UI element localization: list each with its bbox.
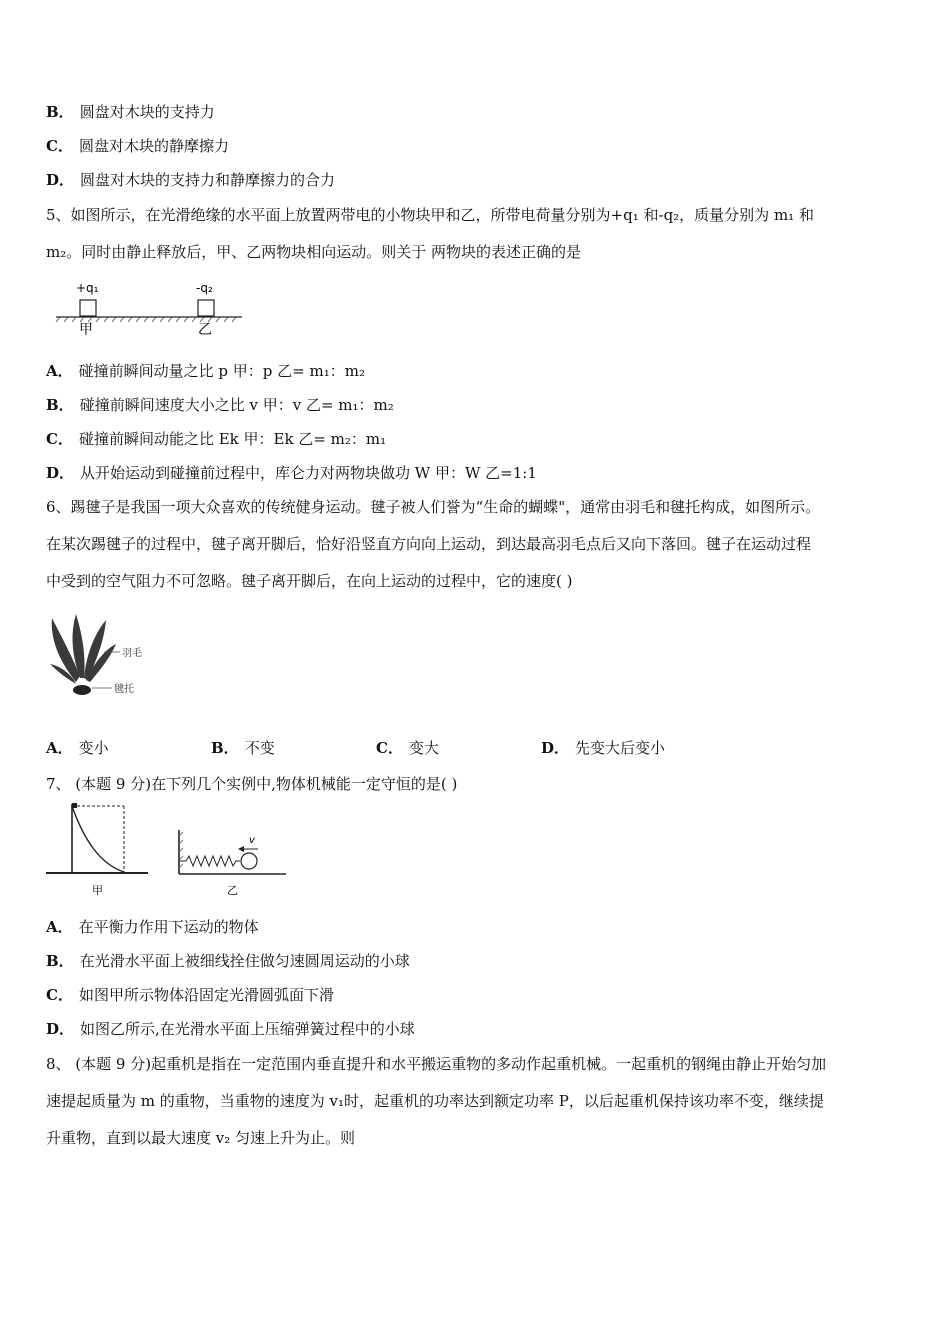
velocity-label: v (249, 835, 255, 846)
q7-figure (44, 800, 294, 900)
option-letter: B． (46, 396, 74, 414)
q6-choice-b (211, 738, 275, 758)
arrow-head-icon (238, 846, 244, 852)
q6-choice-d (541, 738, 665, 758)
option-letter: B． (46, 103, 74, 121)
q6-choice-a (46, 738, 109, 758)
option-letter: C． (46, 986, 73, 1004)
q5-option-a (46, 361, 365, 381)
option-letter: B． (46, 952, 74, 970)
q4-option-c (46, 136, 229, 156)
option-text: 圆盘对木块的支持力和静摩擦力的合力 (80, 171, 336, 189)
yi-label: 乙 (227, 884, 238, 897)
option-text: 先变大后变小 (575, 739, 666, 757)
q5-stem-line-1: 5、如图所示，在光滑绝缘的水平面上放置两带电的小物块甲和乙，所带电荷量分别为+q₁ 和-q₂，质量分别为 m₁ 和 (46, 206, 814, 224)
option-letter: B． (211, 739, 239, 757)
option-text: 在光滑水平面上被细线拴住做匀速圆周运动的小球 (79, 952, 410, 970)
option-letter: A． (46, 739, 73, 757)
q6-stem-line-1: 6、踢毽子是我国一项大众喜欢的传统健身运动。毽子被人们誉为“生命的蝴蝶"，通常由羽毛和毽托构成，如图所示。 (46, 498, 821, 516)
feather-icon (50, 614, 116, 684)
feather-label: 羽毛 (122, 648, 142, 659)
q7-option-c (46, 985, 334, 1005)
option-text: 从开始运动到碰撞前过程中，库仑力对两物块做功 W 甲：W 乙=1:1 (80, 464, 537, 482)
left-block-label: 甲 (79, 322, 93, 338)
q5-option-b (46, 395, 394, 415)
block-yi (198, 300, 214, 316)
q8-stem-line-1: 8、 (本题 9 分)起重机是指在一定范围内垂直提升和水平搬运重物的多动作起重机械。一起重机的钢绳由静止开始匀加 (46, 1055, 827, 1073)
option-letter: C． (46, 430, 73, 448)
option-letter: D． (46, 464, 75, 482)
shuttlecock-figure (46, 612, 156, 704)
q5-figure (52, 278, 252, 340)
option-text: 不变 (244, 739, 275, 757)
spring (179, 856, 240, 866)
option-letter: C． (376, 739, 403, 757)
option-text: 变小 (78, 739, 109, 757)
q6-stem-line-3: 中受到的空气阻力不可忽略。毽子离开脚后，在向上运动的过程中，它的速度( ) (46, 572, 573, 590)
option-letter: A． (46, 362, 73, 380)
option-letter: D． (46, 1020, 75, 1038)
ball (241, 853, 257, 869)
right-charge-label: -q₂ (196, 281, 213, 295)
option-text: 圆盘对木块的静摩擦力 (78, 137, 229, 155)
option-letter: D． (46, 171, 75, 189)
jia-arc-surface (72, 806, 124, 872)
option-text: 碰撞前瞬间动能之比 Ek 甲：Ek 乙= m₂：m₁ (78, 430, 387, 448)
right-block-label: 乙 (198, 322, 212, 338)
q4-option-d (46, 170, 335, 190)
q6-choices (46, 738, 906, 758)
option-letter: A． (46, 918, 73, 936)
block-jia (80, 300, 96, 316)
q5-option-c (46, 429, 386, 449)
q7-stem: 7、 (本题 9 分)在下列几个实例中,物体机械能一定守恒的是( ) (46, 775, 458, 793)
q7-option-d (46, 1019, 415, 1039)
left-charge-label: +q₁ (76, 281, 99, 295)
q6-choice-c (376, 738, 439, 758)
option-letter: C． (46, 137, 73, 155)
q7-option-a (46, 917, 259, 937)
q5-stem-line-2: m₂。同时由静止释放后，甲、乙两物块相向运动。则关于 两物块的表述正确的是 (46, 243, 582, 261)
shuttlecock-base-icon (73, 685, 91, 695)
jia-label: 甲 (92, 884, 103, 897)
option-text: 如图乙所示,在光滑水平面上压缩弹簧过程中的小球 (80, 1020, 415, 1038)
option-text: 变大 (408, 739, 439, 757)
option-text: 碰撞前瞬间动量之比 p 甲：p 乙= m₁：m₂ (78, 362, 365, 380)
q8-stem-line-3: 升重物，直到以最大速度 v₂ 匀速上升为止。则 (46, 1129, 356, 1147)
option-text: 如图甲所示物体沿固定光滑圆弧面下滑 (78, 986, 334, 1004)
q7-option-b (46, 951, 410, 971)
q5-option-d (46, 463, 537, 483)
option-text: 在平衡力作用下运动的物体 (78, 918, 259, 936)
q8-stem-line-2: 速提起质量为 m 的重物，当重物的速度为 v₁时，起重机的功率达到额定功率 P，以后起重机保持该功率不变，继续提 (46, 1092, 824, 1110)
q4-option-b (46, 102, 215, 122)
option-text: 碰撞前瞬间速度大小之比 v 甲：v 乙= m₁：m₂ (79, 396, 394, 414)
jia-block (72, 803, 77, 808)
option-letter: D． (541, 739, 570, 757)
base-label: 毽托 (114, 684, 134, 695)
q6-stem-line-2: 在某次踢毽子的过程中，毽子离开脚后，恰好沿竖直方向向上运动，到达最高羽毛点后又向下落回。毽子在运动过程 (46, 535, 812, 553)
option-text: 圆盘对木块的支持力 (79, 103, 215, 121)
